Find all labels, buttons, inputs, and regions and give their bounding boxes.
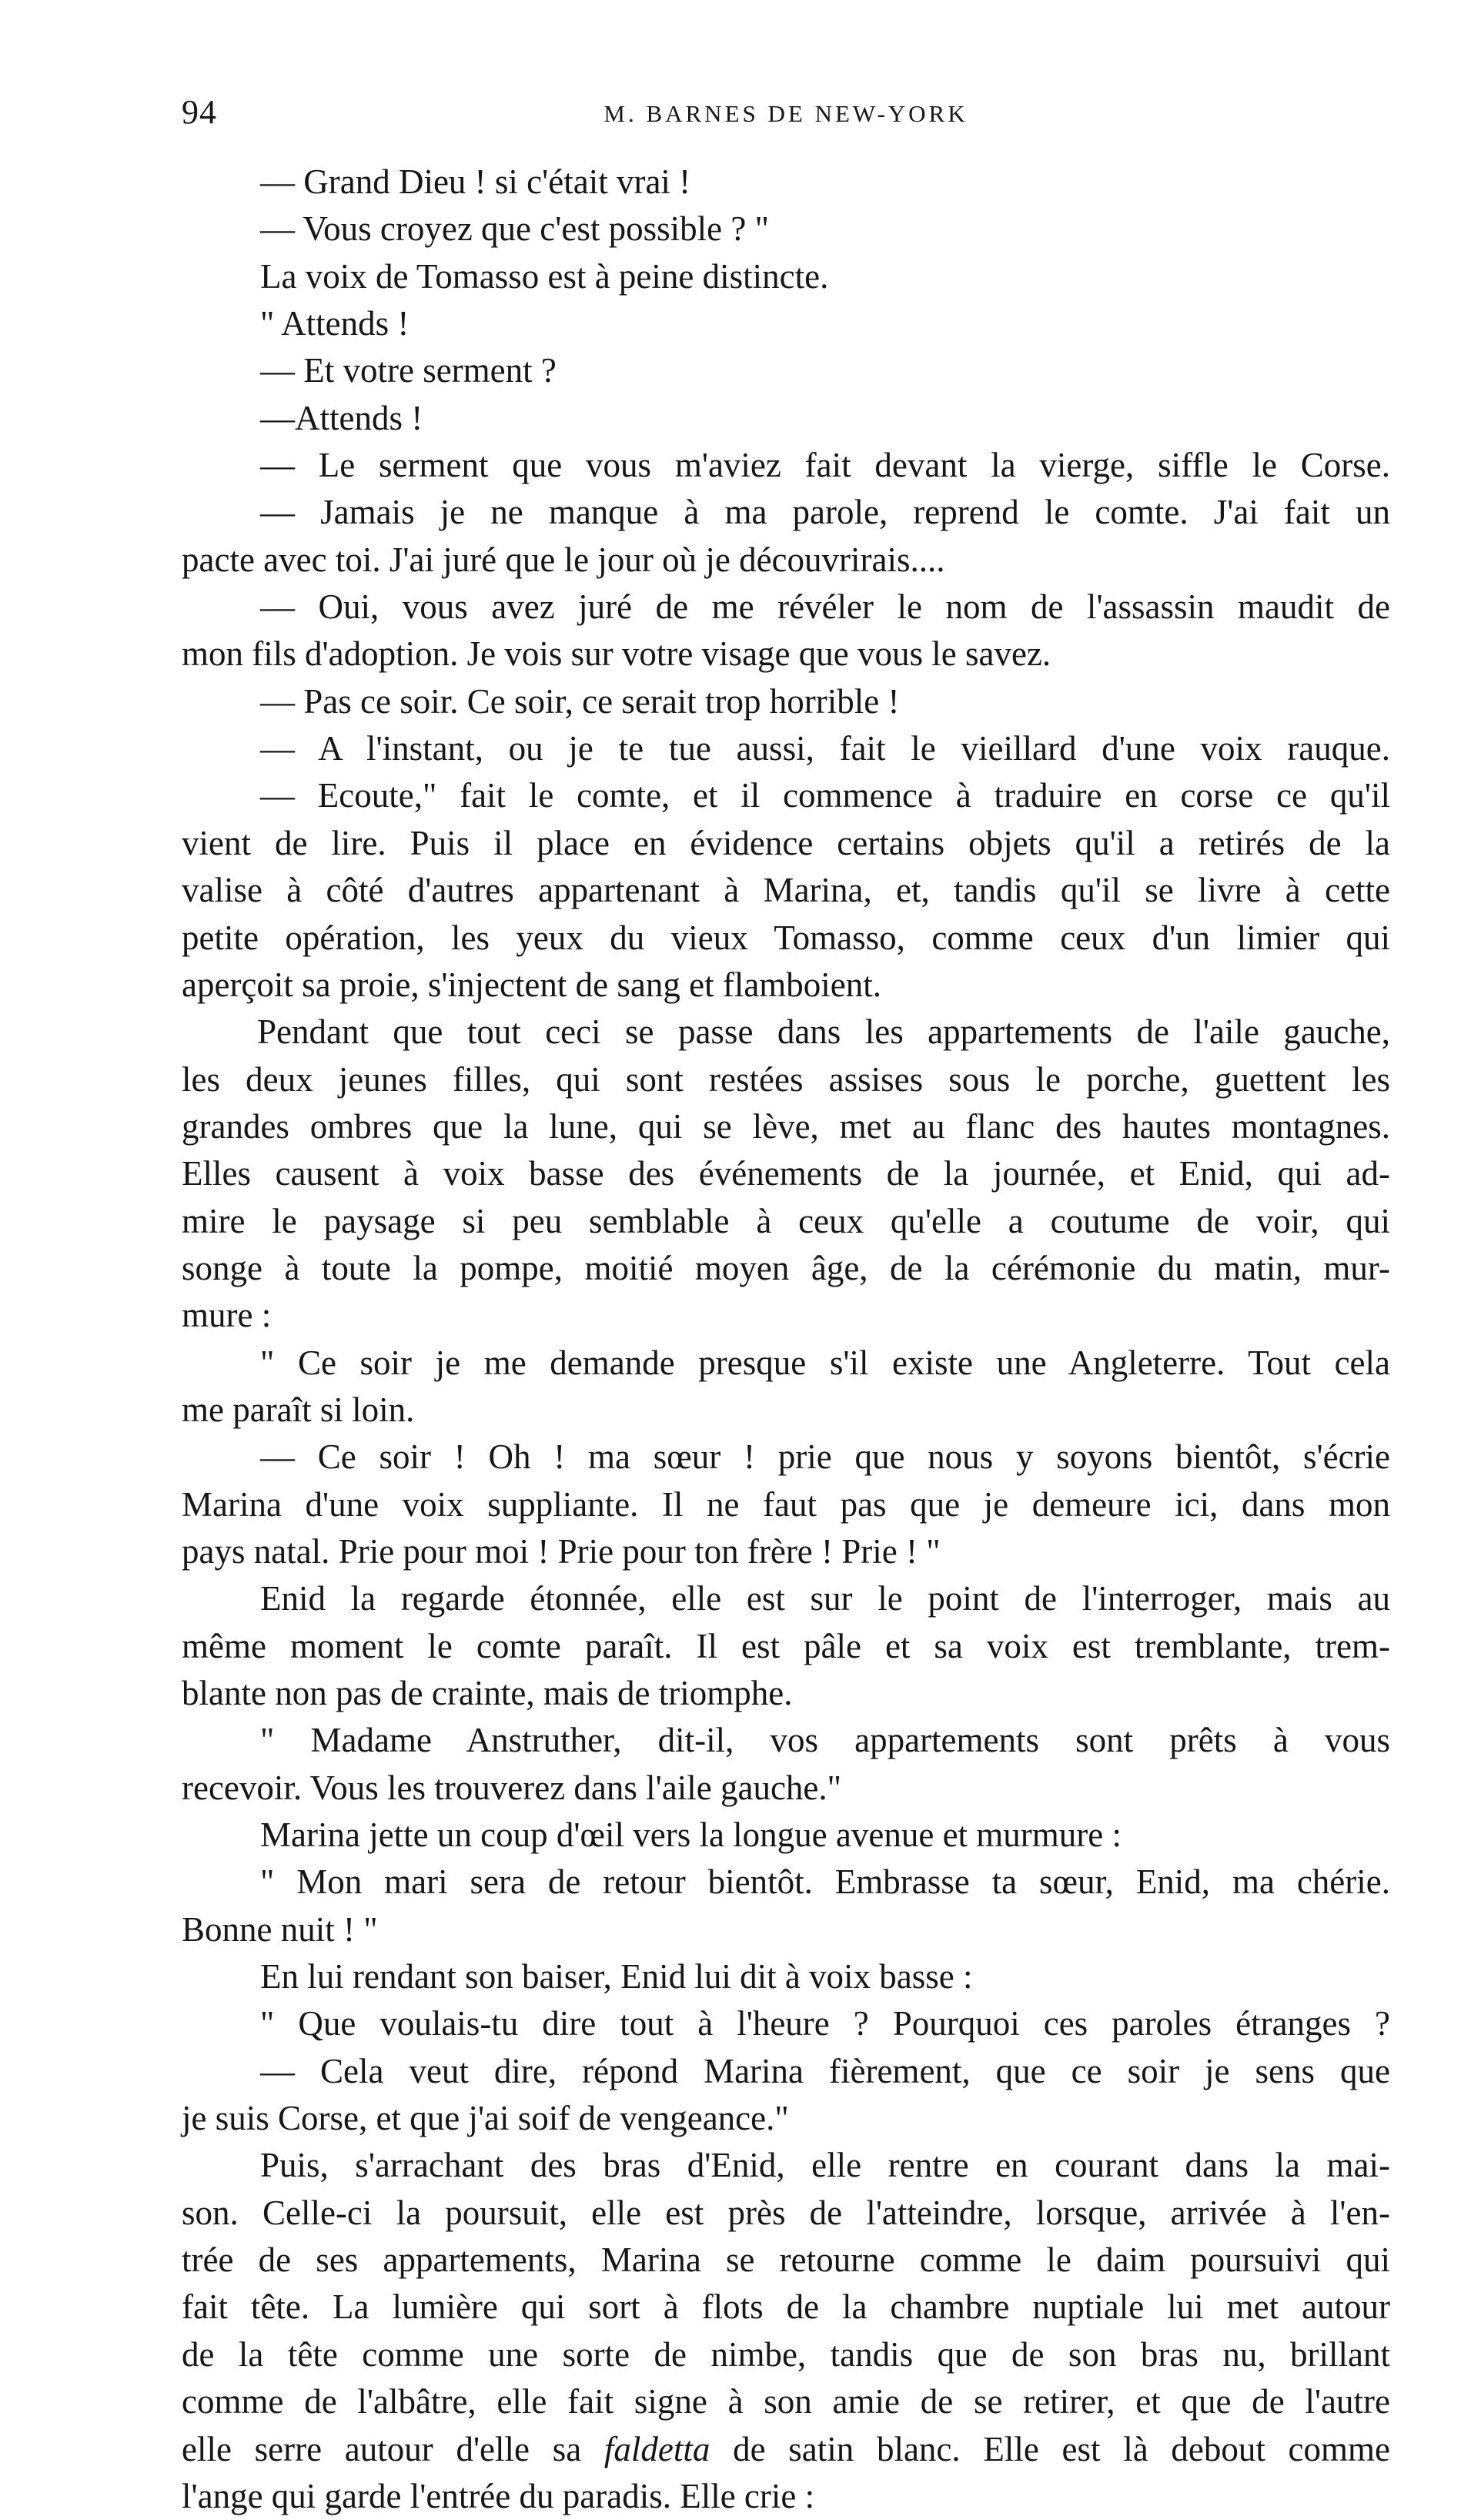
text-line: — Pas ce soir. Ce soir, ce serait trop horrible ! <box>260 681 900 721</box>
text-line: me paraît si loin. <box>182 1390 415 1429</box>
running-title: M. BARNES DE NEW-YORK <box>603 100 968 127</box>
text-line: — Ce soir ! Oh ! ma sœur ! prie que nous y soyons bientôt, s'écrie <box>260 1437 1390 1477</box>
text-line: grandes ombres que la lune, qui se lève, met au flanc des hautes montagnes. <box>182 1106 1390 1146</box>
text-line: Pendant que tout ceci se passe dans les appartements de l'aile gauche, <box>257 1012 1390 1052</box>
text-line: Enid la regarde étonnée, elle est sur le point de l'interroger, mais au <box>260 1579 1390 1618</box>
text-line: " Ce soir je me demande presque s'il existe une Angleterre. Tout cela <box>260 1343 1390 1382</box>
text-line: même moment le comte paraît. Il est pâle et sa voix est tremblante, trem- <box>182 1626 1390 1665</box>
text-line: — Grand Dieu ! si c'était vrai ! <box>260 162 691 201</box>
text-line: — A l'instant, ou je te tue aussi, fait le vieillard d'une voix rauque. <box>260 729 1390 768</box>
page-header <box>182 89 1390 136</box>
text-line: son. Celle-ci la poursuit, elle est près de l'atteindre, lorsque, arrivée à l'en- <box>182 2193 1390 2232</box>
text-line: recevoir. Vous les trouverez dans l'aile gauche." <box>182 1768 842 1807</box>
text-line: valise à côté d'autres appartenant à Marina, et, tandis qu'il se livre à cette <box>182 871 1390 910</box>
text-segment: elle serre autour d'elle sa <box>182 2429 582 2468</box>
text-line: —Attends ! <box>260 398 423 437</box>
page-body <box>182 159 1390 2520</box>
text-line: — Le serment que vous m'aviez fait devant la vierge, siffle le Corse. <box>260 446 1390 485</box>
text-line: comme de l'albâtre, elle fait signe à son amie de se retirer, et que de l'autre <box>182 2382 1390 2421</box>
text-line: trée de ses appartements, Marina se retourne comme le daim poursuivi qui <box>182 2241 1390 2280</box>
text-line: aperçoit sa proie, s'injectent de sang et flamboient. <box>182 965 882 1004</box>
text-line <box>182 2426 1390 2473</box>
text-line: — Oui, vous avez juré de me révéler le nom de l'assassin maudit de <box>260 587 1390 627</box>
text-line: fait tête. La lumière qui sort à flots de la chambre nuptiale lui met autour <box>182 2287 1390 2327</box>
text-line: " Madame Anstruther, dit-il, vos appartements sont prêts à vous <box>260 1721 1390 1760</box>
text-line: — Ecoute," fait le comte, et il commence à traduire en corse ce qu'il <box>260 776 1390 815</box>
text-line: mon fils d'adoption. Je vois sur votre visage que vous le savez. <box>182 634 1051 674</box>
text-line: Marina jette un coup d'œil vers la longue avenue et murmure : <box>260 1816 1122 1855</box>
text-line: blante non pas de crainte, mais de triomphe. <box>182 1674 793 1712</box>
text-line: En lui rendant son baiser, Enid lui dit à voix basse : <box>260 1957 973 1996</box>
text-line: " Mon mari sera de retour bientôt. Embrasse ta sœur, Enid, ma chérie. <box>260 1862 1390 1902</box>
text-line: petite opération, les yeux du vieux Tomasso, comme ceux d'un limier qui <box>182 918 1390 957</box>
text-line: pays natal. Prie pour moi ! Prie pour ton frère ! Prie ! " <box>182 1531 941 1571</box>
text-line: les deux jeunes filles, qui sont restées assises sous le porche, guettent les <box>182 1059 1390 1099</box>
text-line: de la tête comme une sorte de nimbe, tandis que de son bras nu, brillant <box>182 2334 1390 2374</box>
text-line: " Attends ! <box>260 304 410 343</box>
text-line: Marina d'une voix suppliante. Il ne faut pas que je demeure ici, dans mon <box>182 1484 1390 1524</box>
text-line: " Que voulais-tu dire tout à l'heure ? Pourquoi ces paroles étranges ? <box>260 2004 1390 2043</box>
text-line: La voix de Tomasso est à peine distincte. <box>260 256 829 296</box>
text-line: Elles causent à voix basse des événements de la journée, et Enid, qui ad- <box>182 1154 1390 1193</box>
text-line: l'ange qui garde l'entrée du paradis. Elle crie : <box>182 2476 815 2515</box>
text-line: — Et votre serment ? <box>260 351 557 390</box>
text-line: — Jamais je ne manque à ma parole, reprend le comte. J'ai fait un <box>260 493 1390 532</box>
text-line: songe à toute la pompe, moitié moyen âge, de la cérémonie du matin, mur- <box>182 1248 1390 1287</box>
text-segment: de satin blanc. Elle est là debout comme <box>733 2429 1390 2468</box>
text-line: Puis, s'arrachant des bras d'Enid, elle rentre en courant dans la mai- <box>260 2146 1390 2185</box>
text-line: vient de lire. Puis il place en évidence certains objets qu'il a retirés de la <box>182 823 1390 862</box>
page-number: 94 <box>182 93 217 131</box>
text-line: — Vous croyez que c'est possible ? " <box>260 209 769 249</box>
text-line: pacte avec toi. J'ai juré que le jour où je découvrirais.... <box>182 540 945 579</box>
text-line: je suis Corse, et que j'ai soif de vengeance." <box>182 2099 789 2138</box>
text-line: mire le paysage si peu semblable à ceux qu'elle a coutume de voir, qui <box>182 1201 1390 1240</box>
text-line: mure : <box>182 1296 272 1335</box>
text-line: — Cela veut dire, répond Marina fièrement, que ce soir je sens que <box>260 2051 1390 2090</box>
italic-word: faldetta <box>603 2429 710 2468</box>
text-line: Bonne nuit ! " <box>182 1909 378 1949</box>
